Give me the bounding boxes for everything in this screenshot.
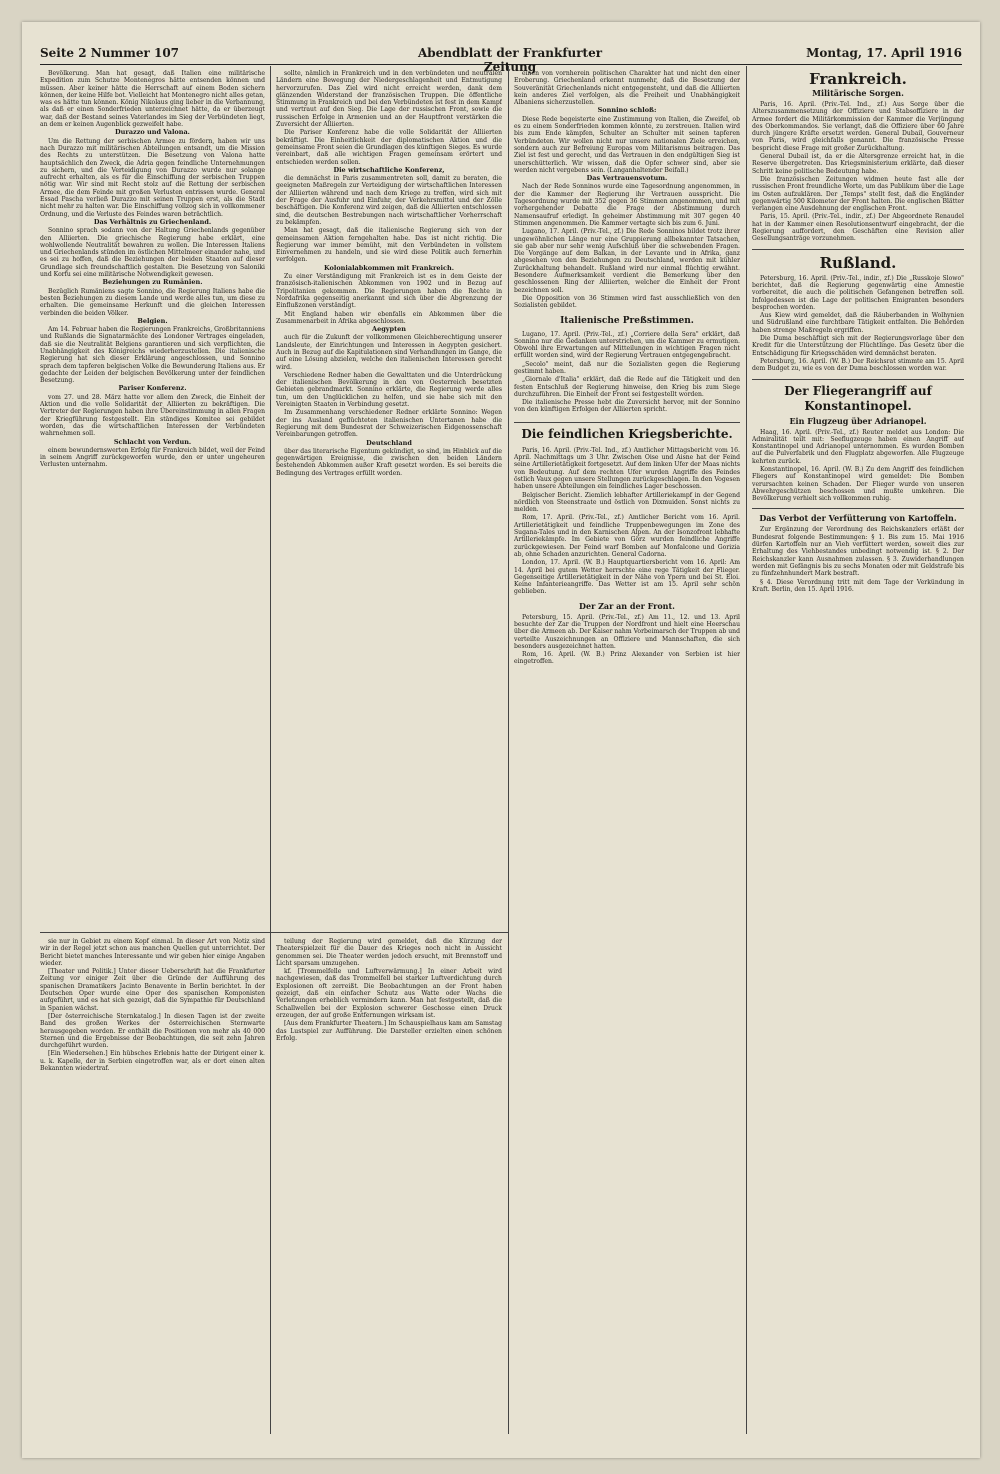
section-heading: Beziehungen zu Rumänien. [102, 278, 203, 287]
article-paragraph: Man hat gesagt, daß die italienische Regierung sich von der gemeinsamen Aktion ferngehalten habe. Das ist nicht richtig. Die Regierung war immer bemüht, mit den Verbündeten in vollstem Einvernehmen zu handeln, und sie wird diese Politik auch fernerhin verfolgen. [276, 227, 502, 264]
newspaper-page [22, 22, 980, 1458]
article-paragraph: Die Pariser Konferenz habe die volle Solidarität der Alliierten bekräftigt. Die Einheitlichkeit der diplomatischen Aktion und die gemeinsame Front seien die Grundlagen des künftigen Sieges. Es wurde vereinbart, daß alle wichtigen Fragen gemeinsam erörtert und entschieden werden sollen. [276, 129, 502, 166]
section-heading: Italienische Preßstimmen. [560, 315, 694, 326]
feuilleton-paragraph: kf. [Trommelfelle und Luftverwärmung.] In einer Arbeit wird nachgewiesen, daß das Trommelfell bei starker Luftverdichtung durch Explosionen oft zerreißt. Die Beobachtungen an der Front haben gezeigt, daß ein einfacher Schutz aus Watte oder Wachs die Verletzungen erheblich vermindern kann. Man hat festgestellt, daß die Schallwellen bei der Explosion schwerer Geschosse einen Druck erzeugen, der auf große Entfernungen wirksam ist. [276, 968, 502, 1019]
column-3 [514, 70, 740, 1430]
feuilleton-paragraph: teilung der Regierung wird gemeldet, daß die Kürzung der Theaterspielzeit für die Dauer des Krieges noch nicht in Aussicht genommen sei. Die Theater werden jedoch ersucht, mit Brennstoff und Licht sparsam umzugehen. [276, 938, 502, 967]
feuilleton-column-2 [276, 938, 502, 1432]
feuilleton-paragraph: [Der österreichische Sternkatalog.] In diesen Tagen ist der zweite Band des großen Werkes der österreichischen Sternwarte herausgegeben worden. Er enthält die Positionen von mehr als 40 000 Sternen und die Ergebnisse der Beobachtungen, die seit zehn Jahren durchgeführt wurden. [40, 1012, 265, 1050]
page-number: Seite 2 Nummer 107 [40, 46, 180, 60]
section-heading: Pariser Konferenz. [118, 384, 187, 393]
section-heading: Der Fliegerangriff auf Konstantinopel. [752, 379, 964, 414]
article-paragraph: einen von vornherein politischen Charakter hat und nicht den einer Eroberung. Griechenland erkennt nunmehr, daß die Besetzung der Souveränität Griechenlands nicht entgegensteht, und daß die Alliierten kein anderes Ziel verfolgen, als die Freiheit und Unabhängigkeit Albaniens sicherzustellen. [514, 70, 740, 107]
article-paragraph: Petersburg, 16. April. (Priv.-Tel., indir., zf.) Die „Russkoje Slowo" berichtet, daß die Regierung gegenwärtig eine Amnestie vorbereitet, die auch die politischen Gefangenen betreffen soll. Infolgedessen ist die Lage der politischen Emigranten besonders besprochen worden. [752, 274, 964, 311]
article-paragraph: Sonnino sprach sodann von der Haltung Griechenlands gegenüber den Alliierten. Die griechische Regierung habe erklärt, eine wohlwollende Neutralität bewahren zu wollen. Die Interessen Italiens und Griechenlands stünden im östlichen Mittelmeer einander nahe, und es sei zu hoffen, daß die Beziehungen der beiden Staaten auf dieser Grundlage sich freundschaftlich gestalten. Die Besetzung von Saloniki und Korfu sei eine militärische Notwendigkeit gewesen. [40, 227, 265, 279]
section-subheading: Militärische Sorgen. [812, 88, 904, 98]
section-heading: Durazzo und Valona. [115, 128, 190, 137]
section-heading: Belgien. [137, 316, 168, 325]
section-heading: Das Verbot der Verfütterung von Kartoffeln. [752, 508, 964, 523]
article-paragraph: Verschiedene Redner haben die Gewalttaten und die Unterdrückung der italienischen Bevölkerung in den von Oesterreich besetzten Gebieten gebrandmarkt. Sonnino erklärte, die Regierung werde alles tun, um den Unglücklichen zu helfen, und sie habe sich mit den Vereinigten Staaten in Verbindung gesetzt. [276, 371, 502, 409]
column-2 [276, 70, 502, 928]
article-paragraph: Die italienische Presse hebt die Zuversicht hervor, mit der Sonnino von den künftigen Erfolgen der Alliierten spricht. [514, 399, 740, 414]
article-paragraph: „Secolo" meint, daß nur die Sozialisten gegen die Regierung gestimmt haben. [514, 360, 740, 375]
section-heading: Deutschland [366, 438, 412, 447]
feuilleton-paragraph: sie nur in Gebiet zu einem Kopf einmal. In dieser Art von Notiz sind wir in der Regel jetzt schon aus manchen Quellen gut unterrichtet. Der Bericht bietet manches Interessante und wir geben hier einige Angaben wieder. [40, 938, 265, 967]
article-paragraph: Zu einer Verständigung mit Frankreich ist es in dem Geiste der französisch-italienischen Abkommen von 1902 und in Bezug auf Tripolitanien gekommen. Die Regierungen haben die Rechte in Nordafrika gegenseitig anerkannt und sich über die Abgrenzung der Einflußzonen verständigt. [276, 273, 502, 310]
article-paragraph: Nach der Rede Sonninos wurde eine Tagesordnung angenommen, in der die Kammer der Regierung ihr Vertrauen ausspricht. Die Tagesordnung wurde mit 352 gegen 36 Stimmen angenommen, und mit vorhergehender Debatte die Frage der Abstimmung durch Namensaufruf erledigt. In geheimer Abstimmung mit 307 gegen 40 Stimmen angenommen. Die Kammer vertagte sich bis zum 6. Juni. [514, 183, 740, 227]
section-heading: Frankreich. [809, 70, 907, 88]
section-heading: Sonnino schloß: [597, 106, 657, 115]
article-paragraph: General Dubail ist, da er die Altersgrenze erreicht hat, in die Reserve übergetreten. Das Kriegsministerium erklärte, daß dieser Schritt keine politische Bedeutung habe. [752, 153, 964, 175]
article-paragraph: Paris, 15. April. (Priv.-Tel., indir., zf.) Der Abgeordnete Renaudel hat in der Kammer einen Resolutionsentwurf eingebracht, der die Regierung auffordert, den Geschäften eine Revision aller Gesellungsanträge vorzunehmen. [752, 213, 964, 243]
article-paragraph: Konstantinopel, 16. April. (W. B.) Zu dem Angriff des feindlichen Fliegers auf Konstantinopel wird gemeldet: Die Bomben verursachten keinen Schaden. Der Flieger wurde von unseren Abwehrgeschützen beschossen und mußte umkehren. Die Bevölkerung verhielt sich vollkommen ruhig. [752, 465, 964, 503]
article-paragraph: Belgischer Bericht. Ziemlich lebhafter Artilleriekampf in der Gegend nördlich von Steenstraate und östlich von Dixmuiden. Sonst nichts zu melden. [514, 491, 740, 514]
article-paragraph: Rom, 16. April. (W. B.) Prinz Alexander von Serbien ist hier eingetroffen. [514, 651, 740, 666]
article-paragraph: London, 17. April. (W. B.) Hauptquartiersbericht vom 16. April: Am 14. April bei gutem Wetter herrschte eine rege Tätigkeit der Flieger. Gegenseitige Artillerietätigkeit in der Nähe von Ypern und bei St. Eloi. Keine Infanterieangriffe. Das Wetter ist am 15. April sehr schön geblieben. [514, 559, 740, 596]
article-paragraph: Haag, 16. April. (Priv.-Tel., zf.) Reuter meldet aus London: Die Admiralität teilt mit: Seeflugzeuge haben einen Angriff auf Konstantinopel und Adrianopel unternommen. Es wurden Bomben auf die Pulverfabrik und den Flugplatz abgeworfen. Alle Flugzeuge kehrten zurück. [752, 428, 964, 465]
article-paragraph: Zur Ergänzung der Verordnung des Reichskanzlers erläßt der Bundesrat folgende Bestimmungen: § 1. Bis zum 15. Mai 1916 dürfen Kartoffeln nur an Vieh verfüttert werden, soweit dies zur Erhaltung des Viehbestandes unbedingt notwendig ist. § 2. Der Reichskanzler kann Ausnahmen zulassen. § 3. Zuwiderhandlungen werden mit Gefängnis bis zu sechs Monaten oder mit Geldstrafe bis zu fünfzehnhundert Mark bestraft. [752, 526, 964, 578]
column-rule [746, 66, 747, 1434]
issue-date: Montag, 17. April 1916 [806, 46, 962, 60]
article-paragraph: Bevölkerung. Man hat gesagt, daß Italien eine militärische Expedition zum Schutze Montenegros hätte entsenden können und müssen. Aber keiner hätte die Herrschaft auf einem Boden sichern können, der keine Hilfe bot. Vielleicht hat Montenegro nicht alles getan, was es hätte tun können. König Nikolaus ging lieber in die Verbannung, als daß er einen Sonderfrieden unterzeichnet hätte, da er überzeugt war, daß der Bestand seines Vaterlandes im Sieg der Verbündeten liegt, an dem er keinen Augenblick gezweifelt habe. [40, 70, 265, 129]
article-paragraph: Um die Rettung der serbischen Armee zu fördern, haben wir uns nach Durazzo mit militärischen Abteilungen entsandt, um die Mission des Rechts zu unterstützen. Die Besetzung von Valona hatte hauptsächlich den Zweck, die Adria gegen feindliche Unternehmungen zu sichern, und die Verteidigung von Durazzo wurde nur solange aufrecht erhalten, als es für die Einschiffung der serbischen Truppen nötig war. Wir sind mit Recht stolz auf die Rettung der serbischen Armee, die dem Feinde mit großen Verlusten entrissen wurde. General Essad Pascha verließ Durazzo mit seinen Truppen erst, als die Stadt nicht mehr zu halten war. Die Einschiffung vollzog sich in vollkommener Ordnung, und die Verluste des Feindes waren beträchtlich. [40, 137, 265, 218]
article-paragraph: Rom, 17. April. (Priv.-Tel., zf.) Amtlicher Bericht vom 16. April. Artillerietätigkeit und feindliche Truppenbewegungen im Zone des Sugana-Tales und in den Karnischen Alpen. An der Isonzofront lebhafte Artilleriekämpfe. Im Gebiete von Görz wurden feindliche Angriffe zurückgewiesen. Der Feind warf Bomben auf Monfalcone und Gorizia ab, ohne Schaden anzurichten. General Cadorna. [514, 514, 740, 558]
masthead: Abendblatt der Frankfurter Zeitung [417, 46, 603, 74]
article-paragraph: über das literarische Eigentum gekündigt, so sind, im Hinblick auf die gegenwärtigen Ereignisse, die zwischen den beiden Ländern bestehenden Abkommen außer Kraft gesetzt worden. Es sei bereits die Bedingung des Vertrages erfüllt worden. [276, 447, 502, 477]
section-heading: Kolonialabkommen mit Frankreich. [324, 263, 454, 272]
feuilleton-paragraph: [Theater und Politik.] Unter dieser Ueberschrift hat die Frankfurter Zeitung vor einiger Zeit über die Gründe der Aufführung des spanischen Dramatikers Jacinto Benavente in Berlin berichtet. In der Deutschen Oper wurde eine Oper des spanischen Komponisten aufgeführt, und es hat sich gezeigt, daß die Sympathie für Deutschland in Spanien wächst. [40, 968, 265, 1012]
page-header [40, 44, 962, 74]
article-paragraph: Petersburg, 15. April. (Priv.-Tel., zf.) Am 11., 12. und 13. April besuchte der Zar die Truppen der Nordfront und hielt eine Heerschau über die Armeen ab. Der Kaiser nahm Vorbeimarsch der Truppen ab und verteilte Auszeichnungen an Offiziere und Mannschaften, die sich besonders ausgezeichnet hatten. [514, 613, 740, 650]
article-paragraph: vom 27. und 28. März hatte vor allem den Zweck, die Einheit der Aktion und die volle Solidarität der Alliierten zu bekräftigen. Die Vertreter der Regierungen haben ihre Übereinstimmung in allen Fragen der Kriegführung festgestellt. Ein ständiges Komitee sei gebildet worden, das die wirtschaftlichen Interessen der Verbündeten wahrnehmen soll. [40, 393, 265, 438]
article-paragraph: Die Opposition von 36 Stimmen wird fast ausschließlich von den Sozialisten gebildet. [514, 294, 740, 310]
column-rule [270, 66, 271, 1434]
column-rule [508, 66, 509, 1434]
article-paragraph: Am 14. Februar haben die Regierungen Frankreichs, Großbritanniens und Rußlands die Signatarmächte des Londoner Vertrages eingeladen, daß sie die Neutralität Belgiens garantieren und sich verpflichten, die Unabhängigkeit des Königreichs wiederherzustellen. Die italienische Regierung hat sich dieser Erklärung angeschlossen, und Sonnino sprach dem tapferen belgischen Volke die Bewunderung Italiens aus. Er gedachte der Leiden der belgischen Bevölkerung unter der feindlichen Besetzung. [40, 326, 265, 385]
section-heading: Rußland. [752, 249, 964, 272]
article-paragraph: Bezüglich Rumäniens sagte Sonnino, die Regierung Italiens habe die besten Beziehungen zu diesem Lande und werde alles tun, um diese zu erhalten. Die gemeinsame Herkunft und die gleichen Interessen verbinden die beiden Völker. [40, 287, 265, 317]
article-paragraph: Lugano, 17. April. (Priv.-Tel., zf.) Die Rede Sonninos bildet trotz ihrer ungewöhnlichen Länge nur eine Gruppierung allbekannter Tatsachen, sie gab aber nur sehr wenig Aufschluß über die schwebenden Fragen. Die Vorgänge auf dem Balkan, in der Levante und in Afrika, ganz abgesehen von den Beziehungen zu Deutschland, werden mit kühler Zurückhaltung behandelt. Rußland wird nur einmal flüchtig erwähnt. Besondere Aufmerksamkeit verdient die Bemerkung über den geschlossenen Ring der Alliierten, welcher die Einheit der Front bezeichnen soll. [514, 228, 740, 294]
article-paragraph: Im Zusammenhang verschiedener Redner erklärte Sonnino: Wegen der ins Ausland geflüchteten italienischen Untertanen habe die Regierung mit dem Bundesrat der Schweizerischen Eidgenossenschaft Vereinbarungen getroffen. [276, 409, 502, 439]
article-paragraph: auch für die Zukunft der vollkommenen Gleichberechtigung unserer Landsleute, der Einrichtungen und Interessen in Aegypten gesichert. Auch in Bezug auf die Kapitulationen sind Verhandlungen im Gange, die auf eine Lösung abzielen, welche den italienischen Interessen gerecht wird. [276, 334, 502, 371]
section-rule [40, 932, 508, 933]
article-paragraph: Lugano, 17. April. (Priv.-Tel., zf.) „Corriere della Sera" erklärt, daß Sonnino nur die Gedanken unterstrichen, um die Kammer zu ermutigen. Obwohl ihre Erwartungen auf Mitteilungen in wichtigen Fragen nicht erfüllt worden sind, wird der Regierung Vertrauen entgegengebracht. [514, 330, 740, 360]
feuilleton-paragraph: [Ein Wiedersehen.] Ein hübsches Erlebnis hatte der Dirigent einer k. u. k. Kapelle, der in Serbien eingetroffen war, als er dort einen alten Bekannten wiedertraf. [40, 1050, 265, 1073]
article-paragraph: einem bewundernswerten Erfolg für Frankreich bildet, weil der Feind in seinem Angriff zurückgeworfen wurde, den er unter ungeheuren Verlusten unternahm. [40, 446, 265, 469]
section-heading: Die feindlichen Kriegsberichte. [514, 422, 740, 442]
section-heading: Aegypten [372, 325, 406, 334]
feuilleton-column-1 [40, 938, 265, 1432]
article-paragraph: sollte, nämlich in Frankreich und in den verbündeten und neutralen Ländern eine Bewegung der Niedergeschlagenheit und Entmutigung hervorzurufen. Das Ziel wird nicht erreicht werden, dank dem glänzenden Widerstand der französischen Truppen. Die öffentliche Stimmung in Frankreich und bei den Verbündeten ist fest in dem Kampf und vertraut auf den Sieg. Die Lage der russischen Front, sowie die russischen Erfolge in Armenien und an der Hauptfront verstärken die Zuversicht der Alliierten. [276, 70, 502, 129]
section-heading: Die wirtschaftliche Konferenz, [333, 165, 445, 174]
article-paragraph: Petersburg, 16. April. (W. B.) Der Reichsrat stimmte am 15. April dem Budget zu, wie es von der Duma beschlossen worden war. [752, 357, 964, 373]
column-1 [40, 70, 265, 928]
article-paragraph: Mit England haben wir ebenfalls ein Abkommen über die Zusammenarbeit in Afrika abgeschlossen. [276, 310, 502, 325]
section-heading: Der Zar an der Front. [579, 600, 675, 611]
feuilleton-paragraph: [Aus dem Frankfurter Theatern.] Im Schauspielhaus kam am Samstag das Lustspiel zur Aufführung. Die Darsteller erzielten einen schönen Erfolg. [276, 1020, 502, 1042]
article-paragraph: Die Duma beschäftigt sich mit der Regierungsvorlage über den Kredit für die Unterstützung der Flüchtlinge. Das Gesetz über die Entschädigung für Kriegsschäden wird demnächst beraten. [752, 335, 964, 357]
column-4 [752, 70, 964, 1430]
article-paragraph: § 4. Diese Verordnung tritt mit dem Tage der Verkündung in Kraft. Berlin, den 15. April 1916. [752, 578, 964, 593]
article-paragraph: Die französischen Zeitungen widmen heute fast alle der russischen Front freundliche Worte, um das Publikum über die Lage im Osten aufzuklären. Der „Temps" stellt fest, daß die Engländer gegenwärtig 500 Kilometer der Front halten. Die englischen Blätter verlangen eine Ausdehnung der englischen Front. [752, 175, 964, 213]
article-paragraph: Paris, 16. April. (Priv.-Tel. Ind., zf.) Amtlicher Mittagsbericht vom 16. April. Nachmittags um 3 Uhr. Zwischen Oise und Aisne hat der Feind seine Artillerietätigkeit fortgesetzt. Auf dem linken Ufer der Maas nichts von Bedeutung. Auf dem rechten Ufer wurden Angriffe des Feindes östlich Vaux gegen unsere Stellungen zurückgeschlagen. In den Vogesen haben unsere Abteilungen ein feindliches Lager beschossen. [514, 446, 740, 491]
section-subheading: Ein Flugzeug über Adrianopel. [789, 415, 927, 426]
article-paragraph: die demnächst in Paris zusammentreten soll, damit zu beraten, die geeigneten Maßregeln zur Verteidigung der wirtschaftlichen Interessen der Alliierten während und nach dem Kriege zu treffen, wird sich mit der Frage der Ausfuhr und Einfuhr, der Verkehrsmittel und der Zölle beschäftigen. Die Konferenz wird zeigen, daß die Alliierten entschlossen sind, die deutschen Bestrebungen nach wirtschaftlicher Vorherrschaft zu bekämpfen. [276, 175, 502, 226]
section-heading: Das Vertrauensvotum. [586, 174, 668, 183]
section-heading: Schlacht von Verdun. [113, 437, 192, 446]
article-paragraph: Diese Rede begeisterte eine Zustimmung von Italien, die Zweifel, ob es zu einem Sonderfrieden kommen könnte, zu zerstreuen. Italien wird bis zum Ende kämpfen, Schulter an Schulter mit seinen tapferen Verbündeten. Wir wollen nicht nur unsere nationalen Ziele erreichen, sondern auch zur Befreiung Europas vom Militarismus beitragen. Das Ziel ist fest und gerecht, und das Vertrauen in den endgültigen Sieg ist unerschütterlich. Wir wissen, daß die Opfer schwer sind, aber sie werden nicht vergebens sein. (Langanhaltender Beifall.) [514, 115, 740, 174]
article-paragraph: Aus Kiew wird gemeldet, daß die Räuberbanden in Wolhynien und Südrußland eine furchtbare Tätigkeit entfalten. Die Behörden haben strenge Maßregeln ergriffen. [752, 312, 964, 334]
section-heading: Das Verhältnis zu Griechenland. [93, 217, 212, 226]
article-paragraph: „Giornale d'Italia" erklärt, daß die Rede auf die Tätigkeit und den festen Entschluß der Regierung hinweise, den Krieg bis zum Siege durchzuführen. Die Einheit der Front sei festgestellt worden. [514, 376, 740, 398]
article-paragraph: Paris, 16. April. (Priv.-Tel. Ind., zf.) Aus Sorge über die Alterszusammensetzung der Offiziere und Stabsoffiziere in der Armee fordert die Militärkommission der Kammer die Verjüngung des Oberkommandos. Sie verlangt, daß die Offiziere über 60 Jahre durch jüngere Kräfte ersetzt werden. General Dubail, Gouverneur von Paris, wird gleichfalls genannt. Die französische Presse bespricht diese Frage mit großer Zurückhaltung. [752, 101, 964, 152]
